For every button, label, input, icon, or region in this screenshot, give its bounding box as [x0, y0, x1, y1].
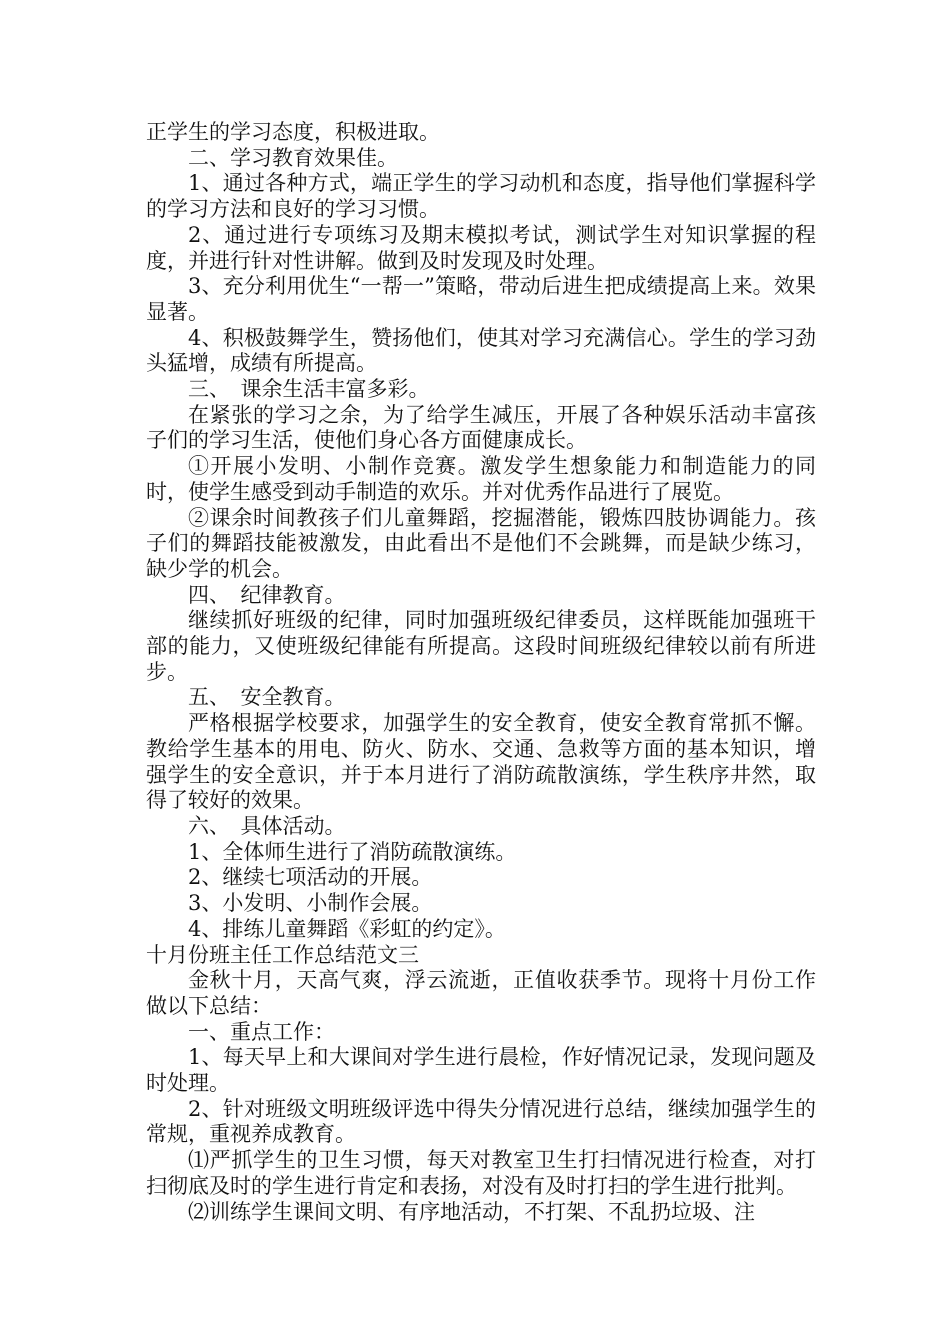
list-item: 4、排练儿童舞蹈《彩虹的约定》。	[188, 916, 506, 941]
section-heading: 一、重点工作：	[188, 1019, 335, 1044]
paragraph: ⑵训练学生课间文明、有序地活动，不打架、不乱扔垃圾、注	[188, 1199, 755, 1224]
paragraph: 正学生的学习态度，积极进取。	[146, 120, 440, 144]
section-heading: 五、 安全教育。	[188, 685, 346, 710]
section-heading: 三、 课余生活丰富多彩。	[188, 377, 430, 402]
paragraph: 3、充分利用优生“一帮一”策略，带动后进生把成绩提高上来。效果显著。	[146, 274, 816, 324]
paragraph: 2、针对班级文明班级评选中得失分情况进行总结，继续加强学生的常规，重视养成教育。	[146, 1096, 816, 1147]
section-heading: 六、 具体活动。	[188, 813, 346, 838]
paragraph: 继续抓好班级的纪律，同时加强班级纪律委员，这样既能加强班干部的能力，又使班级纪律能有所提高。这段时间班级纪律较以前有所进步。	[146, 608, 816, 684]
paragraph: ①开展小发明、小制作竞赛。激发学生想象能力和制造能力的同时，使学生感受到动手制造的欢乐。并对优秀作品进行了展览。	[146, 454, 816, 504]
section-heading: 四、 纪律教育。	[188, 582, 346, 607]
paragraph: 严格根据学校要求，加强学生的安全教育，使安全教育常抓不懈。教给学生基本的用电、防火、防水、交通、急救等方面的基本知识，增强学生的安全意识，并于本月进行了消防疏散演练，学生秩序井然，取得了较好的效果。	[146, 711, 816, 813]
list-item: 2、继续七项活动的开展。	[188, 865, 433, 890]
document-title: 十月份班主任工作总结范文三	[146, 942, 419, 967]
paragraph: 1、通过各种方式，端正学生的学习动机和态度，指导他们掌握科学的学习方法和良好的学习习惯。	[146, 171, 816, 222]
paragraph: 1、每天早上和大课间对学生进行晨检，作好情况记录，发现问题及时处理。	[146, 1045, 816, 1096]
paragraph: ②课余时间教孩子们儿童舞蹈，挖掘潜能，锻炼四肢协调能力。孩子们的舞蹈技能被激发，由此看出不是他们不会跳舞，而是缺少练习，缺少学的机会。	[146, 505, 816, 581]
paragraph: 金秋十月，天高气爽，浮云流逝，正值收获季节。现将十月份工作做以下总结：	[146, 968, 816, 1018]
paragraph: 4、积极鼓舞学生，赞扬他们，使其对学习充满信心。学生的学习劲头猛增，成绩有所提高。	[146, 325, 816, 376]
list-item: 3、小发明、小制作会展。	[188, 891, 433, 916]
document-body	[146, 120, 816, 1225]
list-item: 1、全体师生进行了消防疏散演练。	[188, 839, 517, 864]
section-heading: 二、学习教育效果佳。	[188, 145, 398, 170]
paragraph: 2、通过进行专项练习及期末模拟考试，测试学生对知识掌握的程度，并进行针对性讲解。做到及时发现及时处理。	[146, 222, 816, 273]
paragraph: ⑴严抓学生的卫生习惯，每天对教室卫生打扫情况进行检查，对打扫彻底及时的学生进行肯定和表扬，对没有及时打扫的学生进行批判。	[146, 1148, 816, 1198]
paragraph: 在紧张的学习之余，为了给学生减压，开展了各种娱乐活动丰富孩子们的学习生活，使他们身心各方面健康成长。	[146, 402, 816, 453]
